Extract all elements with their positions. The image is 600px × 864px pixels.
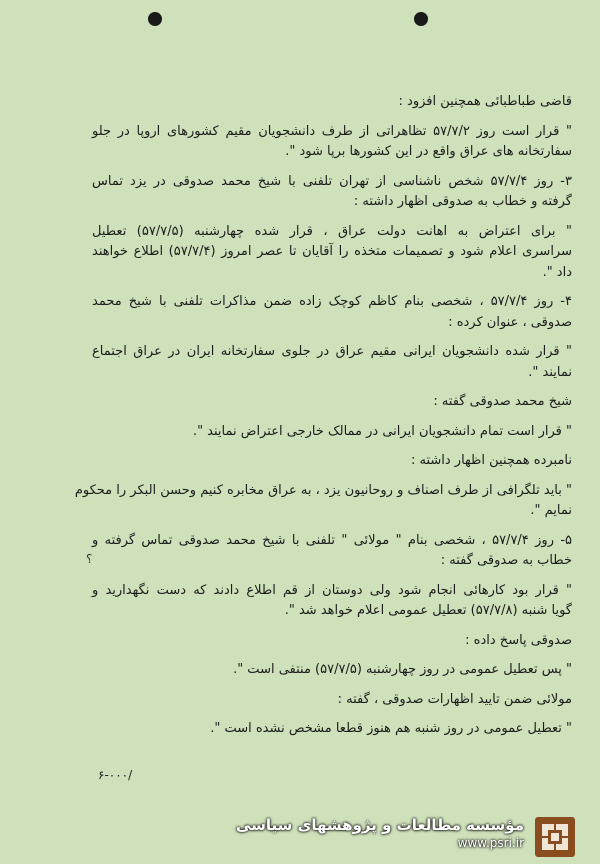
text-line: نمایم ". xyxy=(530,503,572,518)
watermark-text xyxy=(236,816,524,850)
item-paragraph xyxy=(92,172,572,213)
text-line: مولائی ضمن تایید اظهارات صدوقی ، گفته : xyxy=(337,691,572,707)
speaker-line xyxy=(92,451,572,472)
text-line: شیخ محمد صدوقی گفته : xyxy=(433,394,572,409)
text-line: " تعطیل عمومی در روز شنبه هم هنوز قطعا مشخص نشده است ". xyxy=(210,721,572,736)
text-line: ۳- روز ۵۷/۷/۴ شخص ناشناسی از تهران تلفنی با شیخ محمد صدوقی در یزد تماس xyxy=(92,173,572,189)
institute-url: www.psri.ir xyxy=(457,836,524,850)
text-line: " پس تعطیل عمومی در روز چهارشنبه (۵۷/۷/۵) منتفی است ". xyxy=(233,662,572,677)
text-line: نمایند ". xyxy=(528,364,572,380)
punch-hole-left xyxy=(148,12,162,26)
quote-paragraph xyxy=(92,222,572,284)
item-paragraph xyxy=(92,531,572,572)
quote-paragraph xyxy=(92,342,572,383)
text-line: گرفته و خطاب به صدوقی اظهار داشته : xyxy=(353,194,572,209)
text-line: گویا شنبه (۵۷/۷/۸) تعطیل عمومی اعلام خواهد شد ". xyxy=(284,603,572,618)
document-body xyxy=(74,92,572,749)
speaker-line xyxy=(92,631,572,652)
text-line: سراسری اعلام شود و تصمیمات متخذه را آقایان تا عصر امروز (۵۷/۷/۴) اطلاع خواهند xyxy=(92,244,572,259)
quote-paragraph xyxy=(92,719,572,740)
text-line: " قرار شده دانشجویان ایرانی مقیم عراق در جلوی سفارتخانه ایران در عراق اجتماع xyxy=(92,344,572,359)
watermark-footer xyxy=(0,812,600,864)
margin-annotation: ؟ xyxy=(86,552,93,566)
text-line: " باید تلگرافی از طرف اصناف و روحانیون یزد ، به عراق مخابره کنیم وحسن البکر را محکوم xyxy=(74,482,572,498)
item-paragraph xyxy=(92,292,572,333)
text-line: نامبرده همچنین اظهار داشته : xyxy=(410,453,572,468)
quote-paragraph xyxy=(92,122,572,163)
text-line: صدوقی پاسخ داده : xyxy=(465,632,572,648)
speaker-line xyxy=(92,690,572,711)
text-line: ۵- روز ۵۷/۷/۴ ، شخصی بنام " مولائی " تلفنی با شیخ محمد صدوقی تماس گرفته و xyxy=(92,532,572,548)
opening-line xyxy=(92,92,572,113)
quote-paragraph xyxy=(74,481,572,522)
text-line: ۴- روز ۵۷/۷/۴ ، شخصی بنام کاظم کوچک زاده ضمن مذاکرات تلفنی با شیخ محمد xyxy=(92,294,572,309)
institute-logo-icon xyxy=(534,816,576,858)
quote-paragraph xyxy=(92,660,572,681)
text-line: سفارتخانه های عراق واقع در این کشورها برپا شود ". xyxy=(285,144,572,159)
quote-paragraph xyxy=(92,422,572,443)
text-line: خطاب به صدوقی گفته : xyxy=(440,553,572,568)
text-line: " قرار است روز ۵۷/۷/۲ تظاهراتی از طرف دانشجویان مقیم کشورهای اروپا در جلو xyxy=(92,123,572,139)
text-line: قاضی طباطبائی همچنین افزود : xyxy=(398,94,572,109)
page-number: ۶-۰۰۰/ xyxy=(98,768,133,782)
text-line: " قرار بود کارهائی انجام شود ولی دوستان از قم اطلاع دادند که دست نگهدارید و xyxy=(92,582,572,598)
text-line: " قرار است تمام دانشجویان ایرانی در ممالک خارجی اعتراض نمایند ". xyxy=(192,423,572,439)
quote-paragraph xyxy=(92,581,572,622)
institute-name: مؤسسه مطالعات و پژوهشهای سیاسی xyxy=(235,816,524,834)
text-line: " برای اعتراض به اهانت دولت عراق ، قرار شده چهارشنبه (۵۷/۷/۵) تعطیل xyxy=(92,223,572,239)
text-line: داد ". xyxy=(542,264,572,280)
punch-hole-right xyxy=(414,12,428,26)
speaker-line xyxy=(92,392,572,413)
text-line: صدوقی ، عنوان کرده : xyxy=(448,314,572,330)
